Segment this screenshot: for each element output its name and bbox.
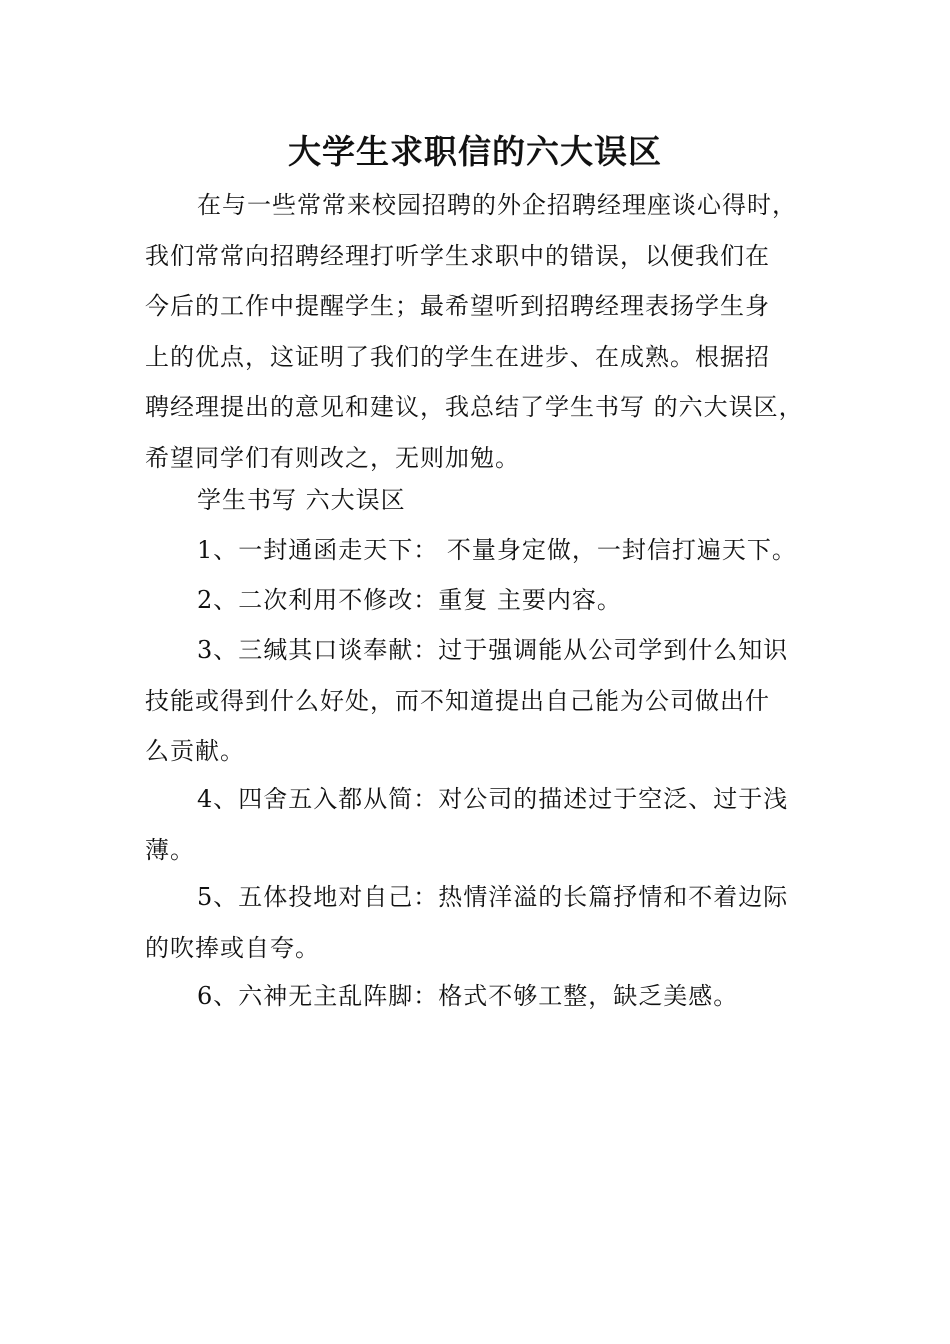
- subheading-paragraph: [145, 475, 835, 526]
- document-title: 大学生求职信的六大误区: [288, 132, 662, 171]
- intro-line: 今后的工作中提醒学生；最希望听到招聘经理表扬学生身: [145, 292, 770, 320]
- item-4-line: 薄。: [145, 835, 195, 864]
- item-3-line: 么贡献。: [145, 737, 245, 765]
- item-3: [145, 625, 835, 777]
- intro-paragraph: [145, 180, 835, 483]
- subheading: 学生书写 六大误区: [197, 486, 406, 514]
- intro-line: 聘经理提出的意见和建议，我总结了学生书写 的六大误区，: [145, 393, 804, 421]
- item-2-text: 2、二次利用不修改：重复 主要内容。: [197, 586, 622, 614]
- item-1-text: 1、一封通函走天下： 不量身定做，一封信打遍天下。: [197, 536, 797, 564]
- item-5-line: 的吹捧或自夸。: [145, 933, 320, 962]
- intro-line: 希望同学们有则改之，无则加勉。: [145, 443, 520, 472]
- item-3-line: 3、三缄其口谈奉献：过于强调能从公司学到什么知识: [197, 636, 789, 664]
- item-4-line: 4、四舍五入都从简：对公司的描述过于空泛、过于浅: [197, 785, 789, 813]
- intro-line: 上的优点，这证明了我们的学生在进步、在成熟。根据招: [145, 342, 770, 371]
- intro-line: 在与一些常常来校园招聘的外企招聘经理座谈心得时，: [197, 191, 797, 219]
- item-4: [145, 774, 835, 875]
- item-5-line: 5、五体投地对自己：热情洋溢的长篇抒情和不着边际: [197, 883, 789, 911]
- item-2: [145, 575, 835, 626]
- item-6: [145, 971, 835, 1022]
- item-3-line: 技能或得到什么好处，而不知道提出自己能为公司做出什: [145, 686, 770, 715]
- item-5: [145, 872, 835, 973]
- item-6-text: 6、六神无主乱阵脚：格式不够工整，缺乏美感。: [197, 982, 739, 1010]
- item-1: [145, 525, 835, 576]
- intro-line: 我们常常向招聘经理打听学生求职中的错误，以便我们在: [145, 241, 770, 270]
